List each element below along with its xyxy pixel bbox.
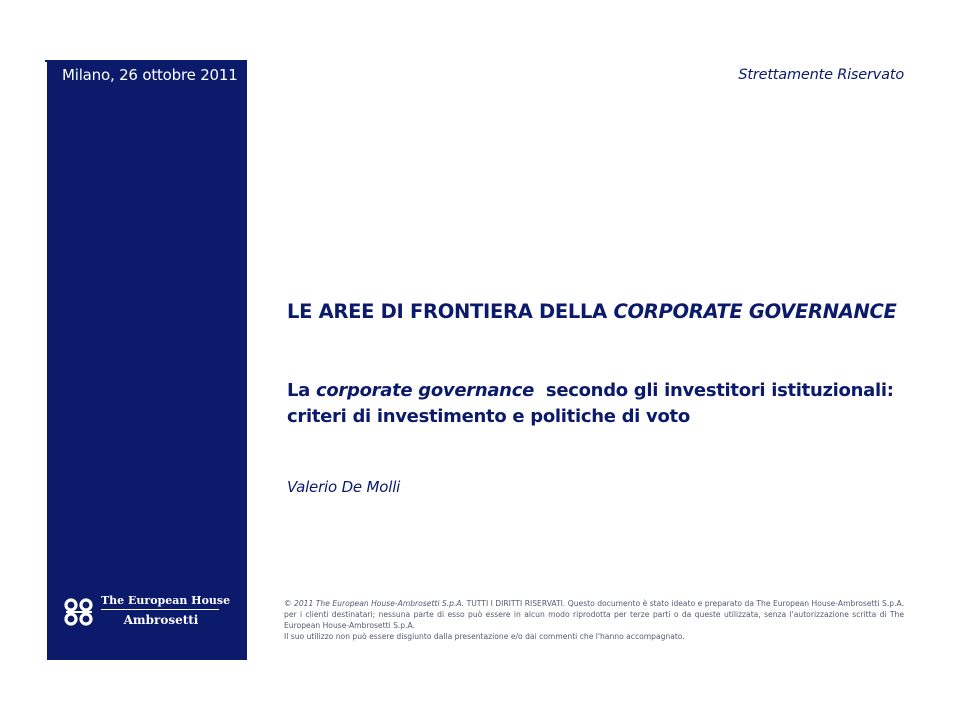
- subtitle-text-start: La: [287, 380, 316, 401]
- legal-text-1: TUTTI I DIRITTI RISERVATI. Questo documento è stato ideato e preparato da The European House-Ambrosetti S.p.A. per i clienti destinatari; nessuna parte di esso può essere in alcun modo riprodotta per terze parti o da queste utilizzata, senza l'autorizzazione scritta di The European House-Ambrosetti S.p.A.: [284, 599, 905, 630]
- sidebar-panel: [47, 60, 247, 660]
- legal-text-2: Il suo utilizzo non può essere disgiunto dalla presentazione e/o dai commenti che l'hanno accompagnato.: [284, 632, 685, 641]
- logo-mark-icon: [62, 597, 98, 627]
- subtitle-text-end: secondo gli investitori istituzionali: criteri di investimento e politiche di voto: [287, 380, 900, 427]
- main-title: [287, 298, 907, 325]
- logo-text-line2: Ambrosetti: [123, 613, 199, 627]
- main-title-text: LE AREE DI FRONTIERA DELLA: [287, 300, 614, 323]
- main-title-italic: CORPORATE GOVERNANCE: [613, 300, 897, 323]
- logo-text-line1: The European House: [101, 594, 231, 607]
- confidential-label: Strettamente Riservato: [738, 67, 904, 83]
- date-label: Milano, 26 ottobre 2011: [62, 66, 238, 84]
- logo-divider: [101, 609, 219, 610]
- legal-notice: [284, 598, 904, 642]
- subtitle-italic: corporate governance: [315, 380, 534, 401]
- subtitle: [287, 378, 907, 430]
- legal-copyright: © 2011 The European House-Ambrosetti S.p.A.: [284, 599, 465, 608]
- author-name: Valerio De Molli: [287, 478, 401, 496]
- company-logo: [62, 594, 231, 634]
